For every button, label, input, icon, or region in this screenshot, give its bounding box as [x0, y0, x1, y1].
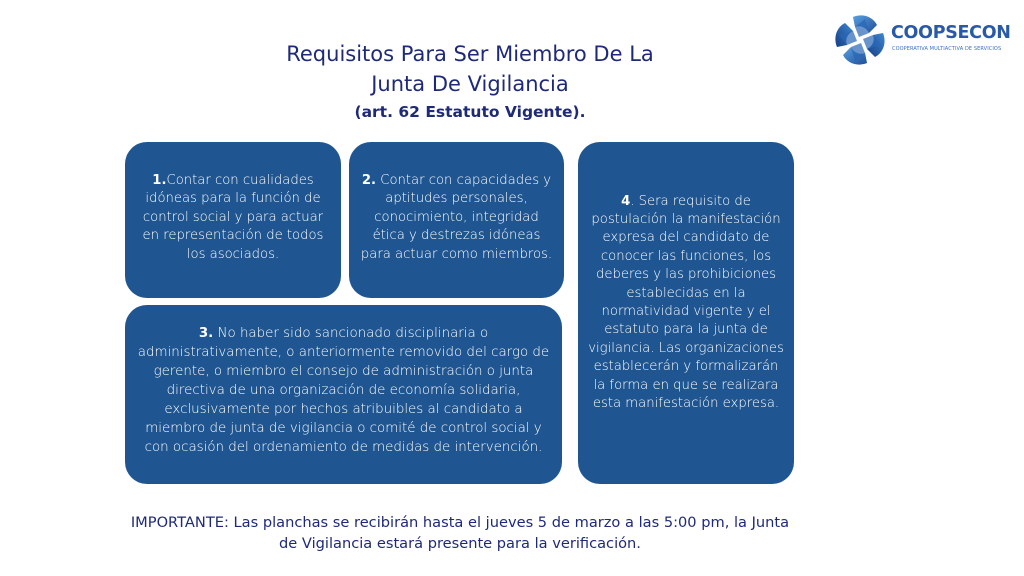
requirement-number: 2.	[361, 172, 377, 188]
coopsecon-logo	[833, 13, 1018, 67]
requirement-text: 3. No haber sido sancionado disciplinaria o administrativamente, o anteriormente removido del cargo de gerente, o miembro el consejo de administración o junta directiva de una organización de economía solidaria, exclusivamente por hechos atribuibles al candidato a miembro de junta de vigilancia o comité de control social y con ocasión del ordenamiento de medidas de intervención.	[137, 326, 550, 455]
requirement-text: 2. Contar con capacidades y aptitudes personales, conocimiento, integridad ética y destrezas idóneas para actuar como miembros.	[360, 172, 553, 262]
requirement-text: 4. Sera requisito de postulación la manifestación expresa del candidato de conocer las funciones, los deberes y las prohibiciones establecidas en la normatividad vigente y el estatuto para la junta de vigilancia. Las organizaciones establecerán y formalizarán la forma en que se realizara esta manifestación expresa.	[588, 193, 784, 412]
page-title-line-2: Junta De Vigilancia	[371, 72, 569, 96]
page-subtitle: (art. 62 Estatuto Vigente).	[354, 103, 586, 121]
requirement-card-2	[349, 142, 564, 298]
requirement-card-4	[578, 142, 794, 484]
requirement-text: 1.Contar con cualidades idóneas para la función de control social y para actuar en representación de todos los asociados.	[142, 172, 324, 262]
requirement-number: 4	[621, 193, 631, 209]
requirement-number: 3.	[198, 326, 214, 341]
interlocking-ribbon-cross-icon	[833, 13, 887, 67]
page-title-line-1: Requisitos Para Ser Miembro De La	[286, 42, 654, 66]
important-notice: IMPORTANTE: Las planchas se recibirán hasta el jueves 5 de marzo a las 5:00 pm, la Junta de Vigilancia estará presente para la verificación.	[130, 514, 790, 552]
logo-name: COOPSECON	[891, 23, 1011, 43]
requirement-card-1	[125, 142, 341, 298]
requirement-card-3	[125, 305, 562, 484]
requirement-number: 1.	[152, 172, 167, 188]
logo-subtitle: COOPERATIVA MULTIACTIVA DE SERVICIOS	[892, 46, 1002, 52]
